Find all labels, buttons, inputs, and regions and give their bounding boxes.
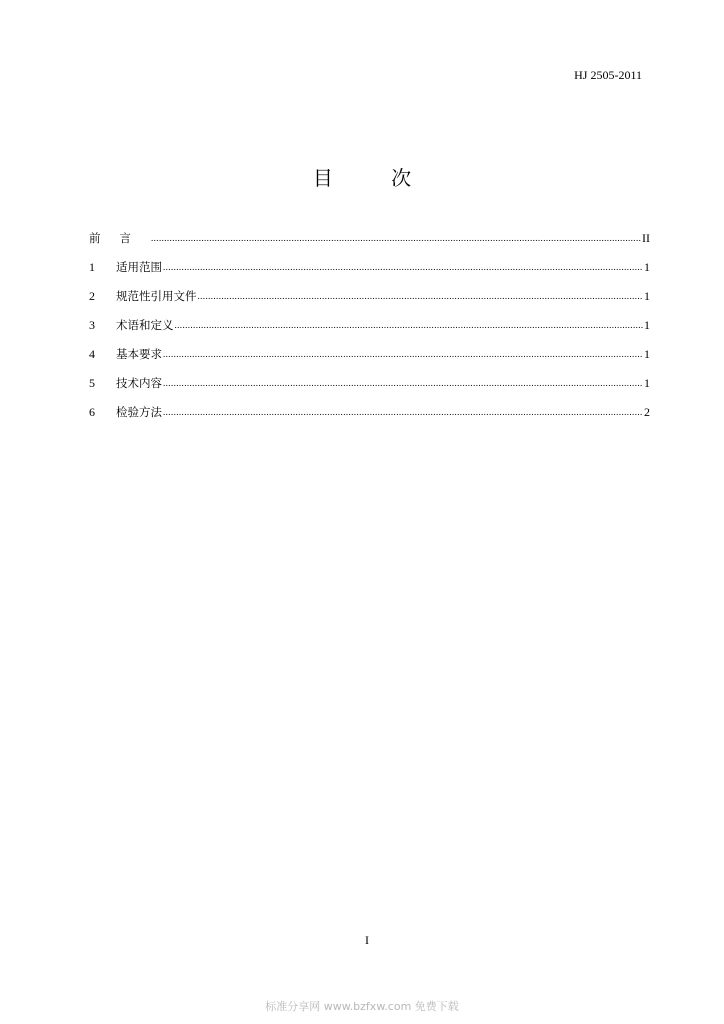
toc-entry-page: 1 (644, 288, 650, 303)
toc-entry-foreword[interactable] (89, 223, 650, 252)
page-number: I (365, 933, 369, 947)
toc-entry-label: 适用范围 (116, 259, 162, 274)
toc-entry-number: 1 (89, 259, 95, 274)
toc-leader-dots (151, 231, 641, 245)
table-of-contents (89, 223, 650, 426)
toc-entry-page: 1 (644, 259, 650, 274)
toc-entry-page: 1 (644, 317, 650, 332)
toc-entry-number: 3 (89, 317, 95, 332)
toc-entry-number: 2 (89, 288, 95, 303)
toc-entry-label: 基本要求 (116, 346, 162, 361)
toc-leader-dots (163, 405, 643, 419)
toc-entry-label: 技术内容 (116, 375, 162, 390)
toc-entry-label: 前言 (89, 230, 150, 245)
toc-entry-test-methods[interactable] (89, 397, 650, 426)
toc-entry-label: 规范性引用文件 (116, 288, 197, 303)
toc-entry-number: 4 (89, 346, 95, 361)
toc-entry-page: 1 (644, 375, 650, 390)
toc-entry-number: 5 (89, 375, 95, 390)
toc-entry-label: 检验方法 (116, 404, 162, 419)
toc-leader-dots (198, 289, 644, 303)
toc-entry-label: 术语和定义 (116, 317, 174, 332)
toc-entry-basic-requirements[interactable] (89, 339, 650, 368)
toc-entry-page: II (642, 230, 650, 245)
toc-leader-dots (163, 376, 643, 390)
toc-entry-page: 1 (644, 346, 650, 361)
toc-leader-dots (163, 347, 643, 361)
toc-entry-scope[interactable] (89, 252, 650, 281)
toc-entry-technical-content[interactable] (89, 368, 650, 397)
toc-leader-dots (175, 318, 644, 332)
watermark-text: 标准分享网 www.bzfxw.com 免费下载 (265, 1000, 459, 1013)
toc-entry-terms-definitions[interactable] (89, 310, 650, 339)
toc-leader-dots (163, 260, 643, 274)
toc-entry-normative-references[interactable] (89, 281, 650, 310)
toc-title: 目 次 (312, 166, 438, 190)
toc-entry-number: 6 (89, 404, 95, 419)
document-code: HJ 2505-2011 (574, 68, 642, 82)
toc-entry-page: 2 (644, 404, 650, 419)
